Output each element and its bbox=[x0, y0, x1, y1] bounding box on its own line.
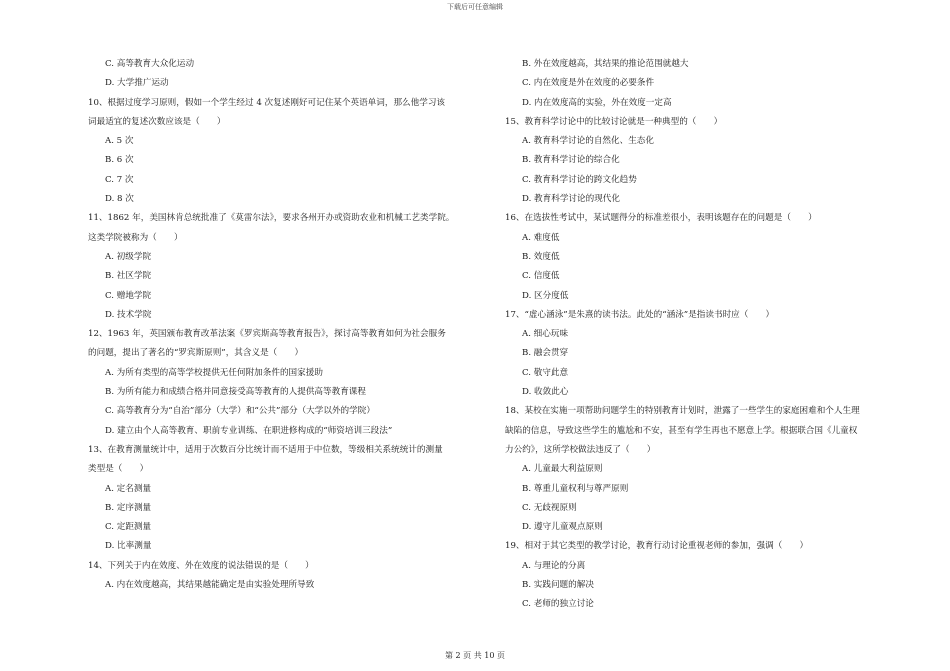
answer-option: C. 定距测量 bbox=[105, 522, 152, 533]
answer-option: A. 细心玩味 bbox=[522, 329, 569, 340]
question-text: 13、在教育测量统计中，适用于次数百分比统计而不适用于中位数，等级相关系统统计的测量 bbox=[88, 444, 443, 455]
answer-option: D. 内在效度高的实验，外在效度一定高 bbox=[522, 97, 672, 108]
answer-option: D. 建立由个人高等教育、职前专业训练、在职进修构成的“师资培训三段法” bbox=[105, 425, 393, 436]
answer-option: D. 教育科学讨论的现代化 bbox=[522, 194, 620, 205]
answer-option: A. 教育科学讨论的自然化、生态化 bbox=[522, 136, 654, 147]
page-header: 下载后可任意编辑 bbox=[447, 3, 503, 11]
answer-option: C. 无歧视原则 bbox=[522, 502, 577, 513]
answer-option: D. 遵守儿童观点原则 bbox=[522, 522, 603, 533]
question-text: 类型是（ ） bbox=[88, 464, 149, 475]
question-text: 11、1862 年，美国林肯总统批准了《莫雷尔法》，要求各州开办或资助农业和机械工艺类学院。 bbox=[88, 213, 455, 224]
question-text: 12、1963 年，英国颁布教育改革法案《罗宾斯高等教育报告》，探讨高等教育如何为社会服务 bbox=[88, 329, 446, 340]
question-text: 19、相对于其它类型的教学讨论，教育行动讨论重视老师的参加，强调（ ） bbox=[505, 541, 809, 552]
answer-option: A. 初级学院 bbox=[105, 251, 152, 262]
answer-option: B. 定序测量 bbox=[105, 502, 152, 513]
answer-option: B. 6 次 bbox=[105, 155, 134, 166]
question-text: 词最适宜的复述次数应该是（ ） bbox=[88, 116, 226, 127]
answer-option: C. 7 次 bbox=[105, 174, 134, 185]
question-text: 17、“虚心涵泳”是朱熹的读书法。此处的“涵泳”是指读书时应（ ） bbox=[505, 309, 775, 320]
question-text: 10、根据过度学习原则，假如一个学生经过 4 次复述刚好可记住某个英语单词，那么他学习该 bbox=[88, 97, 446, 108]
answer-option: B. 实践问题的解决 bbox=[522, 580, 594, 591]
answer-option: C. 教育科学讨论的跨文化趋势 bbox=[522, 174, 637, 185]
answer-option: A. 儿童最大利益原则 bbox=[522, 464, 603, 475]
question-text: 16、在选拔性考试中，某试题得分的标准差很小，表明该题存在的问题是（ ） bbox=[505, 213, 817, 224]
answer-option: D. 8 次 bbox=[105, 194, 134, 205]
answer-option: A. 与理论的分离 bbox=[522, 560, 586, 571]
answer-option: C. 敬守此意 bbox=[522, 367, 569, 378]
answer-option: C. 内在效度是外在效度的必要条件 bbox=[522, 78, 655, 89]
answer-option: A. 内在效度越高，其结果越能确定是由实验处理所导致 bbox=[105, 580, 315, 591]
answer-option: C. 信度低 bbox=[522, 271, 560, 282]
answer-option: C. 高等教育分为“自治”部分（大学）和“公共”部分（大学以外的学院） bbox=[105, 406, 375, 417]
question-text: 缺陷的信息，导致这些学生的尴尬和不安，甚至有学生再也不愿意上学。根据联合国《儿童权 bbox=[505, 425, 858, 436]
question-text: 的问题，提出了著名的“罗宾斯原则”，其含义是（ ） bbox=[88, 348, 304, 359]
answer-option: D. 技术学院 bbox=[105, 309, 152, 320]
answer-option: A. 定名测量 bbox=[105, 483, 152, 494]
answer-option: B. 为所有能力和成绩合格并同意接受高等教育的人提供高等教育课程 bbox=[105, 387, 366, 398]
answer-option: C. 高等教育大众化运动 bbox=[105, 59, 195, 69]
answer-option: B. 社区学院 bbox=[105, 271, 152, 282]
answer-option: B. 外在效度越高，其结果的推论范围就越大 bbox=[522, 59, 689, 69]
page-number: 第 2 页 共 10 页 bbox=[445, 651, 505, 660]
answer-option: B. 效度低 bbox=[522, 251, 560, 262]
left-column bbox=[88, 55, 493, 595]
answer-option: D. 比率测量 bbox=[105, 541, 152, 552]
question-text: 15、教育科学讨论中的比较讨论就是一种典型的（ ） bbox=[505, 116, 723, 127]
answer-option: B. 尊重儿童权利与尊严原则 bbox=[522, 483, 629, 494]
answer-option: D. 收敛此心 bbox=[522, 387, 569, 398]
question-text: 18、某校在实施一项帮助问题学生的特别教育计划时，泄露了一些学生的家庭困难和个人生理 bbox=[505, 406, 860, 417]
answer-option: B. 教育科学讨论的综合化 bbox=[522, 155, 620, 166]
answer-option: B. 融会贯穿 bbox=[522, 348, 569, 359]
question-text: 力公约》，这所学校做法违反了（ ） bbox=[505, 444, 656, 455]
answer-option: D. 区分度低 bbox=[522, 290, 569, 301]
right-column bbox=[505, 55, 905, 615]
answer-option: A. 为所有类型的高等学校提供无任何附加条件的国家援助 bbox=[105, 367, 323, 378]
answer-option: D. 大学推广运动 bbox=[105, 78, 169, 89]
answer-option: C. 赠地学院 bbox=[105, 290, 152, 301]
answer-option: A. 难度低 bbox=[522, 232, 560, 243]
question-text: 14、下列关于内在效度、外在效度的说法错误的是（ ） bbox=[88, 560, 314, 571]
question-text: 这类学院被称为（ ） bbox=[88, 232, 183, 243]
answer-option: C. 老师的独立讨论 bbox=[522, 599, 594, 610]
answer-option: A. 5 次 bbox=[105, 136, 134, 147]
